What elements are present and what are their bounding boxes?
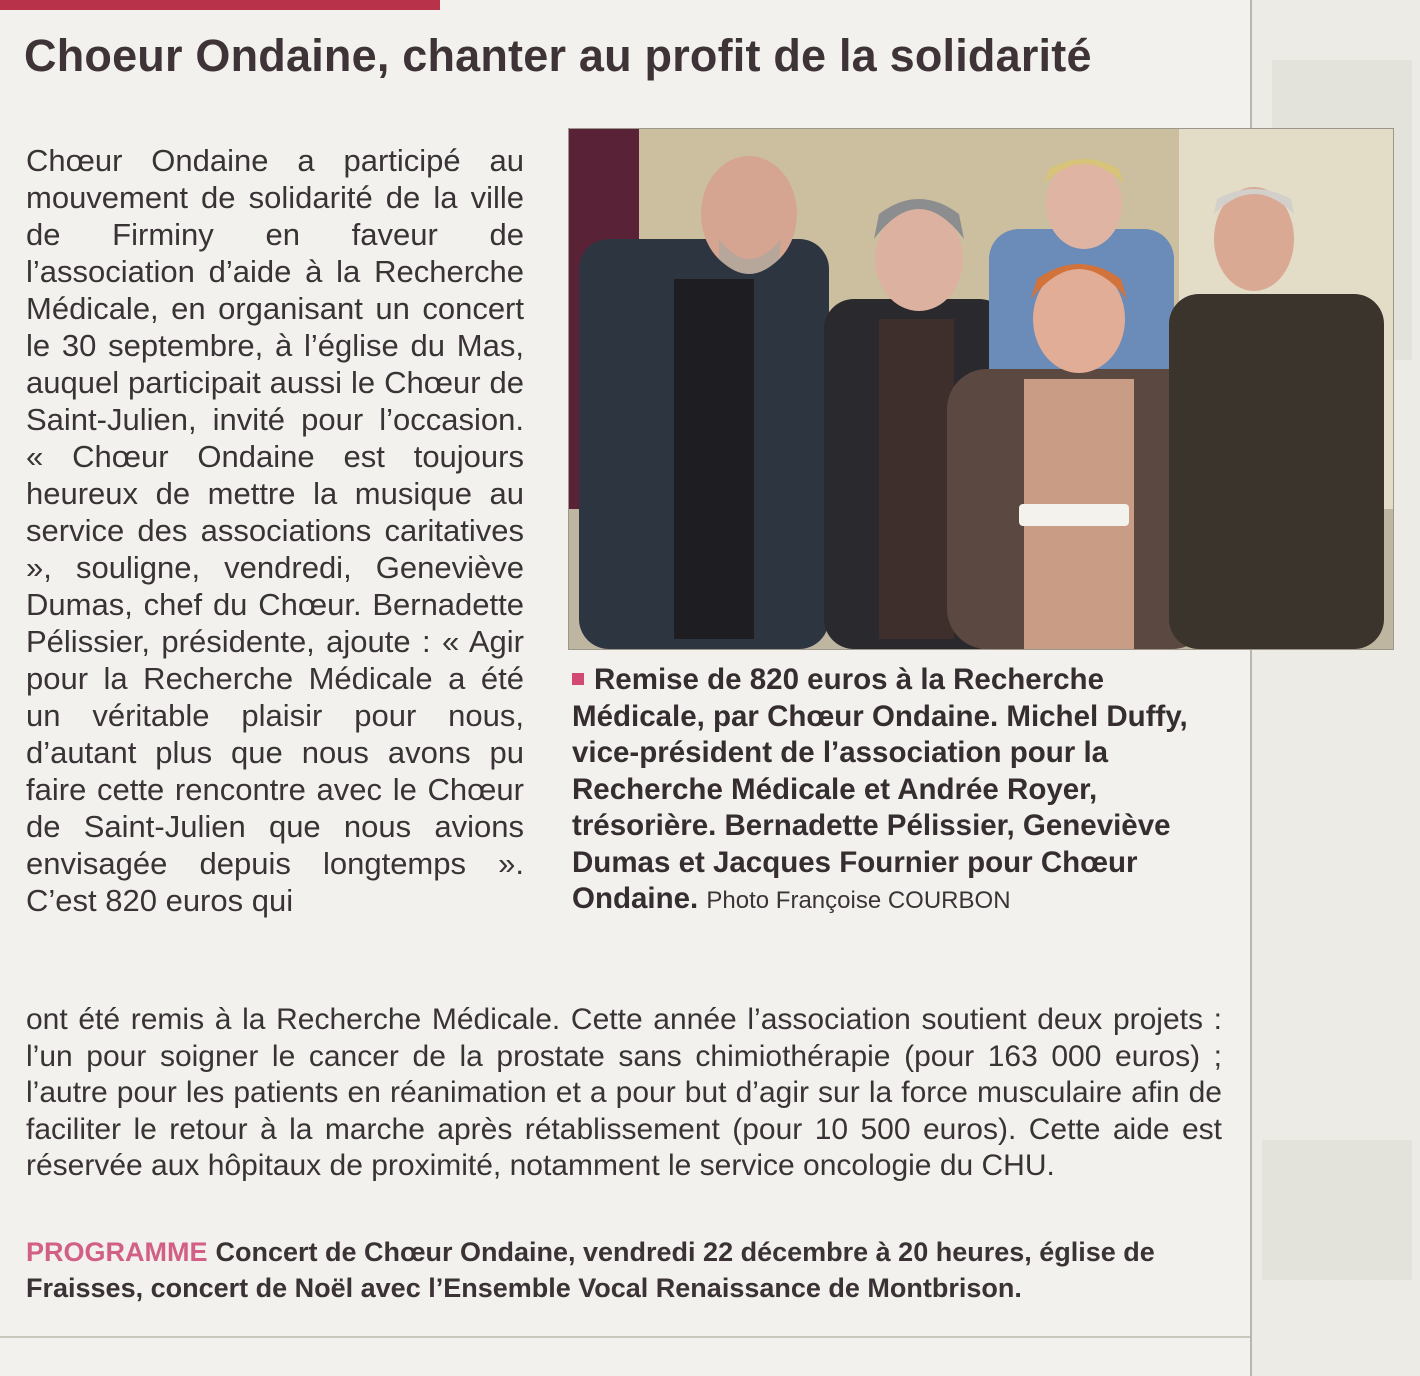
caption-text: Remise de 820 euros à la Recherche Médicale, par Chœur Ondaine. Michel Duffy, vice-président de l’association pour la Recherche Médicale et Andrée Royer, trésorière. Bernadette Pélissier, Geneviève Dumas et Jacques Fournier pour Chœur Ondaine. <box>572 663 1188 915</box>
programme-label: PROGRAMME <box>26 1237 208 1267</box>
article-photo <box>568 128 1394 650</box>
article-body-column: Chœur Ondaine a participé au mouvement de solidarité de la ville de Firminy en faveur de l’association d’aide à la Recherche Médicale, en organisant un concert le 30 septembre, à l’église du Mas, auquel participait aussi le Chœur de Saint-Julien, invité pour l’occasion. « Chœur Ondaine est toujours heureux de mettre la musique au service des associations caritatives », souligne, vendredi, Geneviève Dumas, chef du Chœur. Bernadette Pélissier, présidente, ajoute : « Agir pour la Recherche Médicale a été un véritable plaisir pour nous, d’autant plus que nous avons pu faire cette rencontre avec le Chœur de Saint-Julien que nous avions envisagée depuis longtemps ». C’est 820 euros qui <box>26 143 524 918</box>
photo-caption <box>572 662 1222 920</box>
article-body-continued: ont été remis à la Recherche Médicale. Cette année l’association soutient deux projets : l’un pour soigner le cancer de la prostate sans chimiothérapie (pour 163 000 euros) ; l’autre pour les patients en réanimation et a pour but d’agir sur la force musculaire afin de faciliter le retour à la marche après rétablissement (pour 10 500 euros). Cette aide est réservée aux hôpitaux de proximité, notamment le service oncologie du CHU. <box>26 1003 1222 1182</box>
bottom-rule <box>0 1336 1250 1338</box>
group-photo-illustration <box>569 129 1393 649</box>
programme-text: Concert de Chœur Ondaine, vendredi 22 décembre à 20 heures, église de Fraisses, concert de Noël avec l’Ensemble Vocal Renaissance de Montbrison. <box>26 1237 1155 1303</box>
section-color-bar <box>0 0 440 10</box>
article-headline: Choeur Ondaine, chanter au profit de la solidarité <box>24 30 1092 81</box>
bleed-through-shape <box>1262 1140 1412 1280</box>
programme-note <box>26 1234 1226 1306</box>
caption-bullet <box>572 673 584 685</box>
photo-credit: Photo Françoise COURBON <box>706 887 1011 914</box>
